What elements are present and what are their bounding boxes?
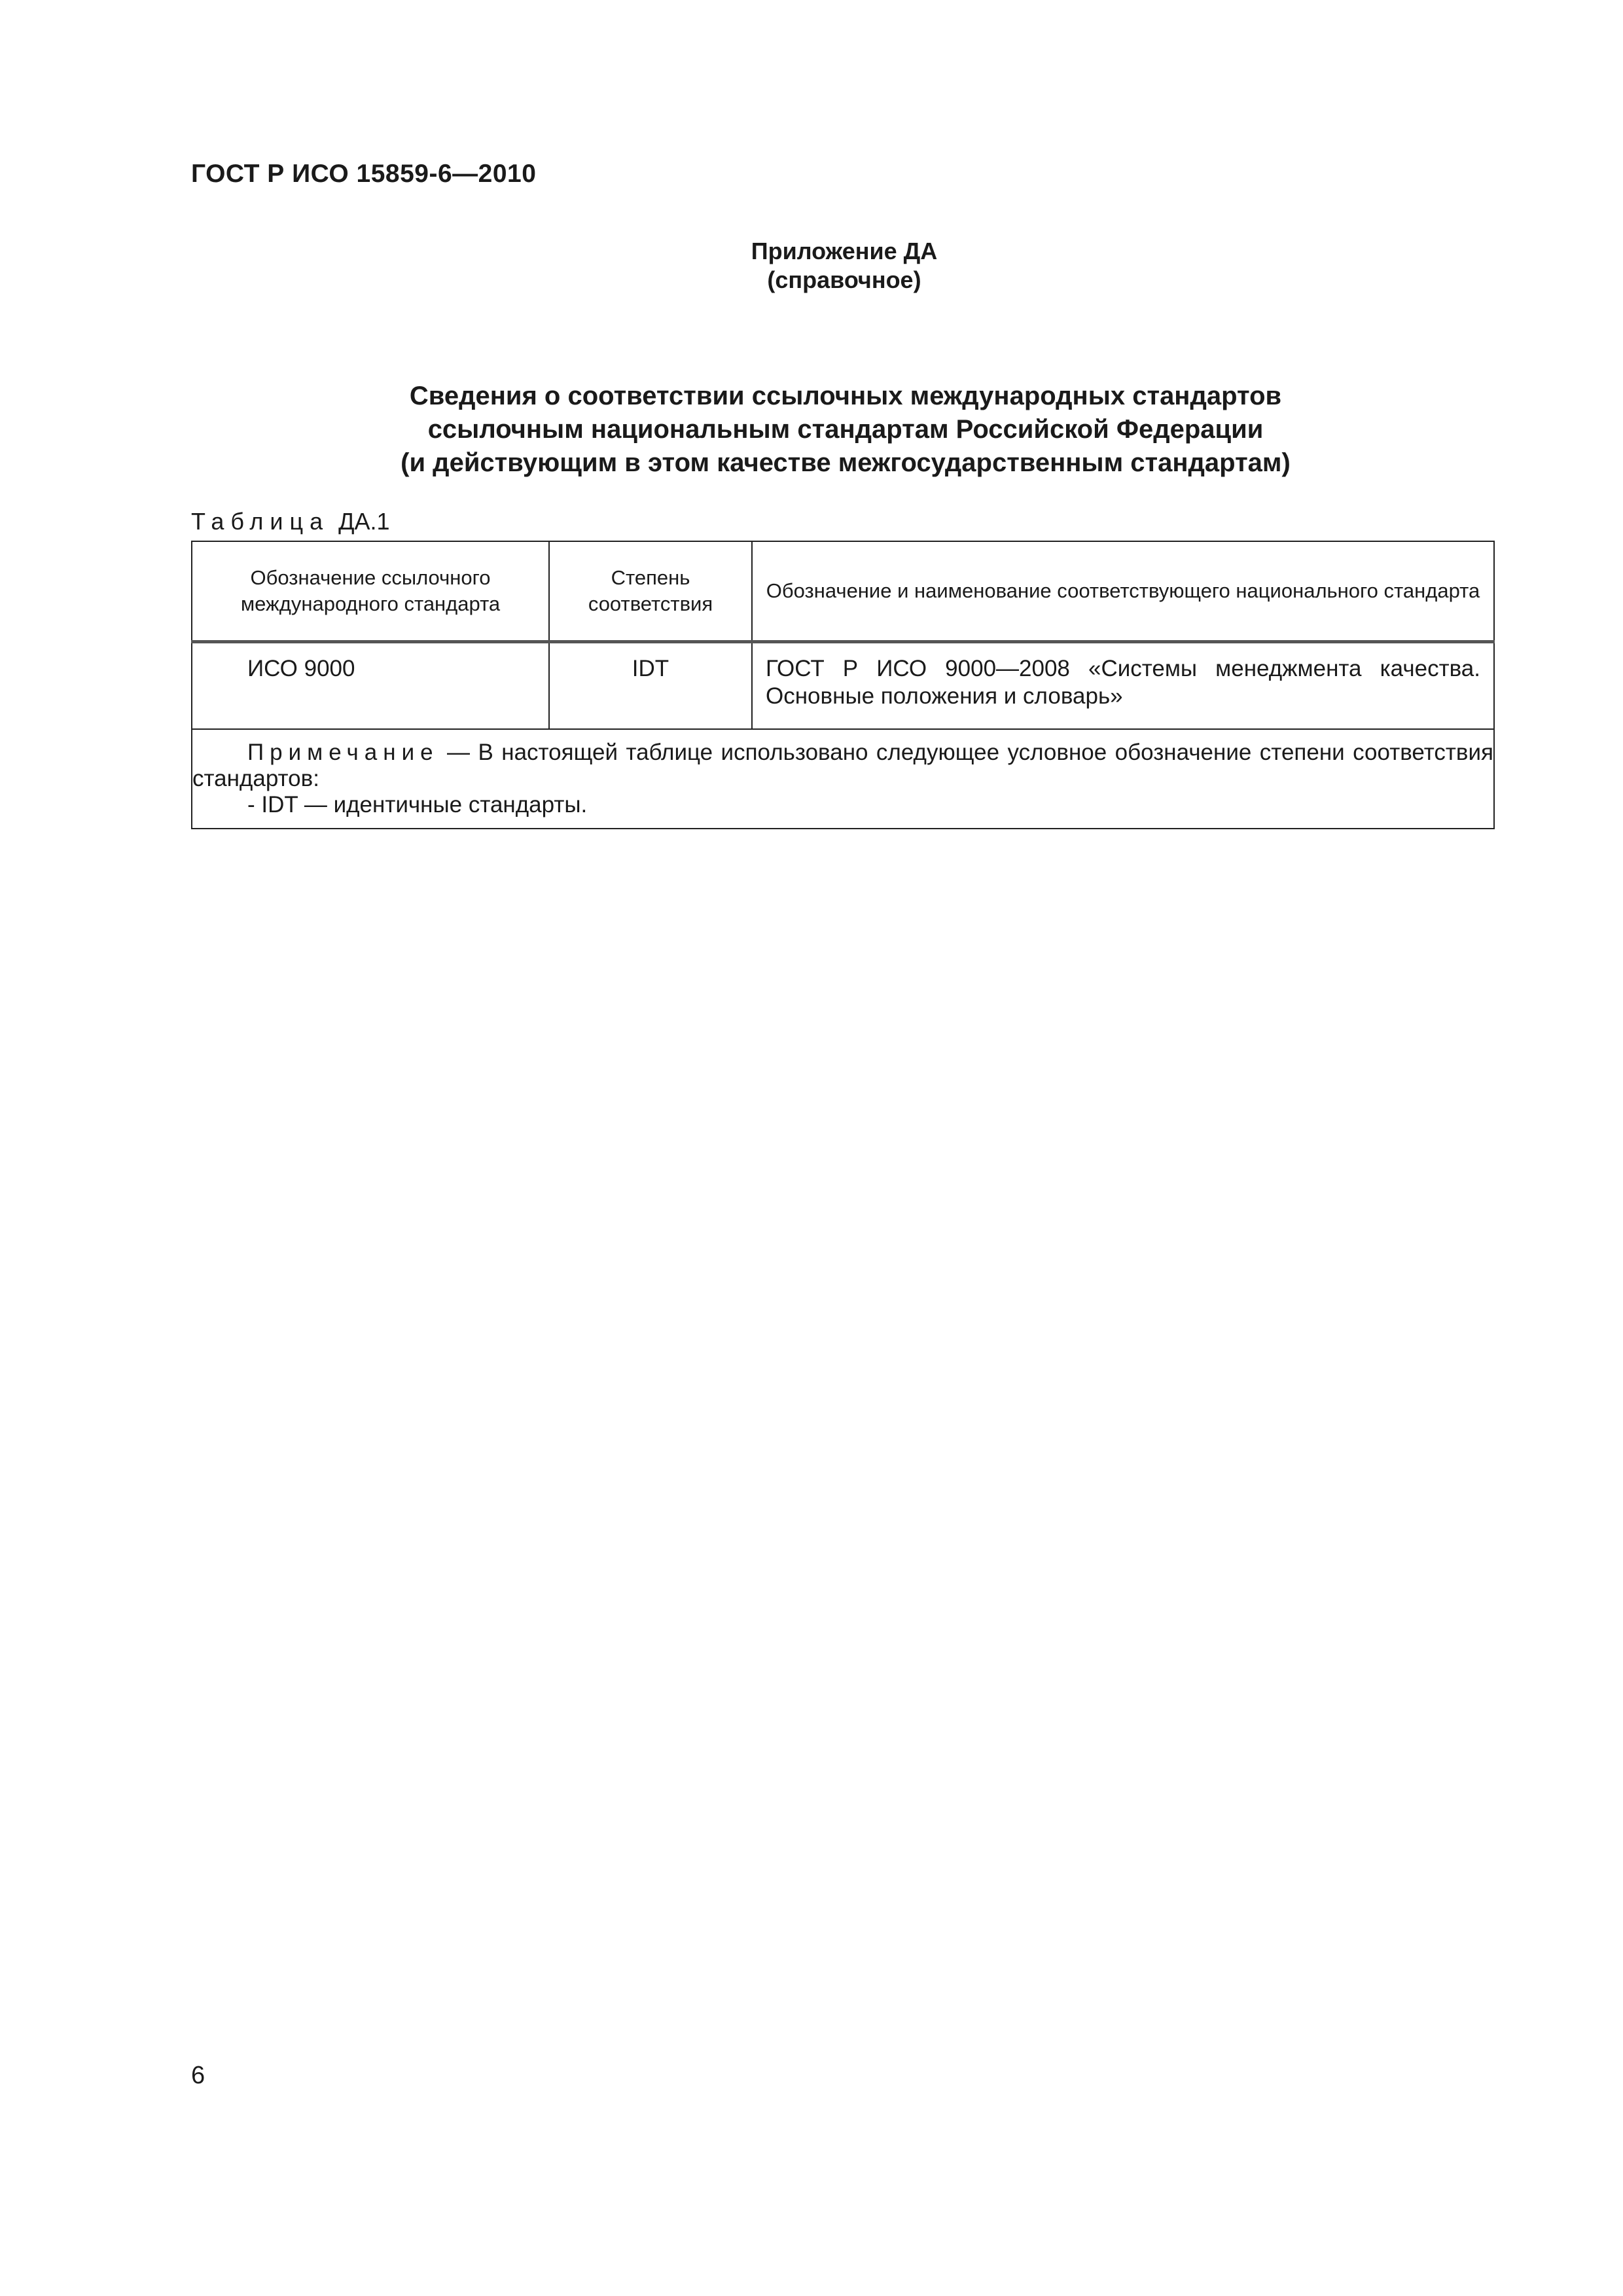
note-body: — В настоящей таблице использовано следующее условное обозначение степени соответствия стандартов: (192, 740, 1493, 791)
cell-international-standard: ИСО 9000 (192, 642, 549, 730)
header-degree: Степень соответствия (549, 541, 752, 642)
header-international-standard: Обозначение ссылочного международного стандарта (192, 541, 549, 642)
reference-standards-table (191, 541, 1495, 829)
note-text (192, 740, 1493, 792)
annex-heading (654, 237, 1034, 295)
table-note (192, 729, 1494, 829)
annex-main-title (191, 380, 1500, 480)
cell-degree: IDT (549, 642, 752, 730)
title-line-1: Сведения о соответствии ссылочных международных стандартов (409, 382, 1282, 410)
table-caption-word: Таблица (191, 508, 330, 535)
table-caption-number: ДА.1 (338, 508, 390, 535)
table-header-row (192, 541, 1494, 642)
annex-title: Приложение ДА (751, 238, 938, 264)
page-number: 6 (191, 2062, 205, 2089)
document-code: ГОСТ Р ИСО 15859-6—2010 (191, 160, 537, 188)
note-label: Примечание (247, 740, 439, 765)
title-line-3: (и действующим в этом качестве межгосударственным стандартам) (401, 448, 1291, 477)
cell-national-standard: ГОСТ Р ИСО 9000—2008 «Системы менеджмента качества. Основные положения и словарь» (752, 642, 1494, 730)
annex-type: (справочное) (767, 266, 921, 293)
title-line-2: ссылочным национальным стандартам Российской Федерации (427, 415, 1264, 444)
table-row (192, 642, 1494, 730)
header-national-standard: Обозначение и наименование соответствующего национального стандарта (752, 541, 1494, 642)
table-caption (191, 508, 390, 535)
note-item: - IDT — идентичные стандарты. (247, 792, 588, 817)
table-note-row (192, 729, 1494, 829)
